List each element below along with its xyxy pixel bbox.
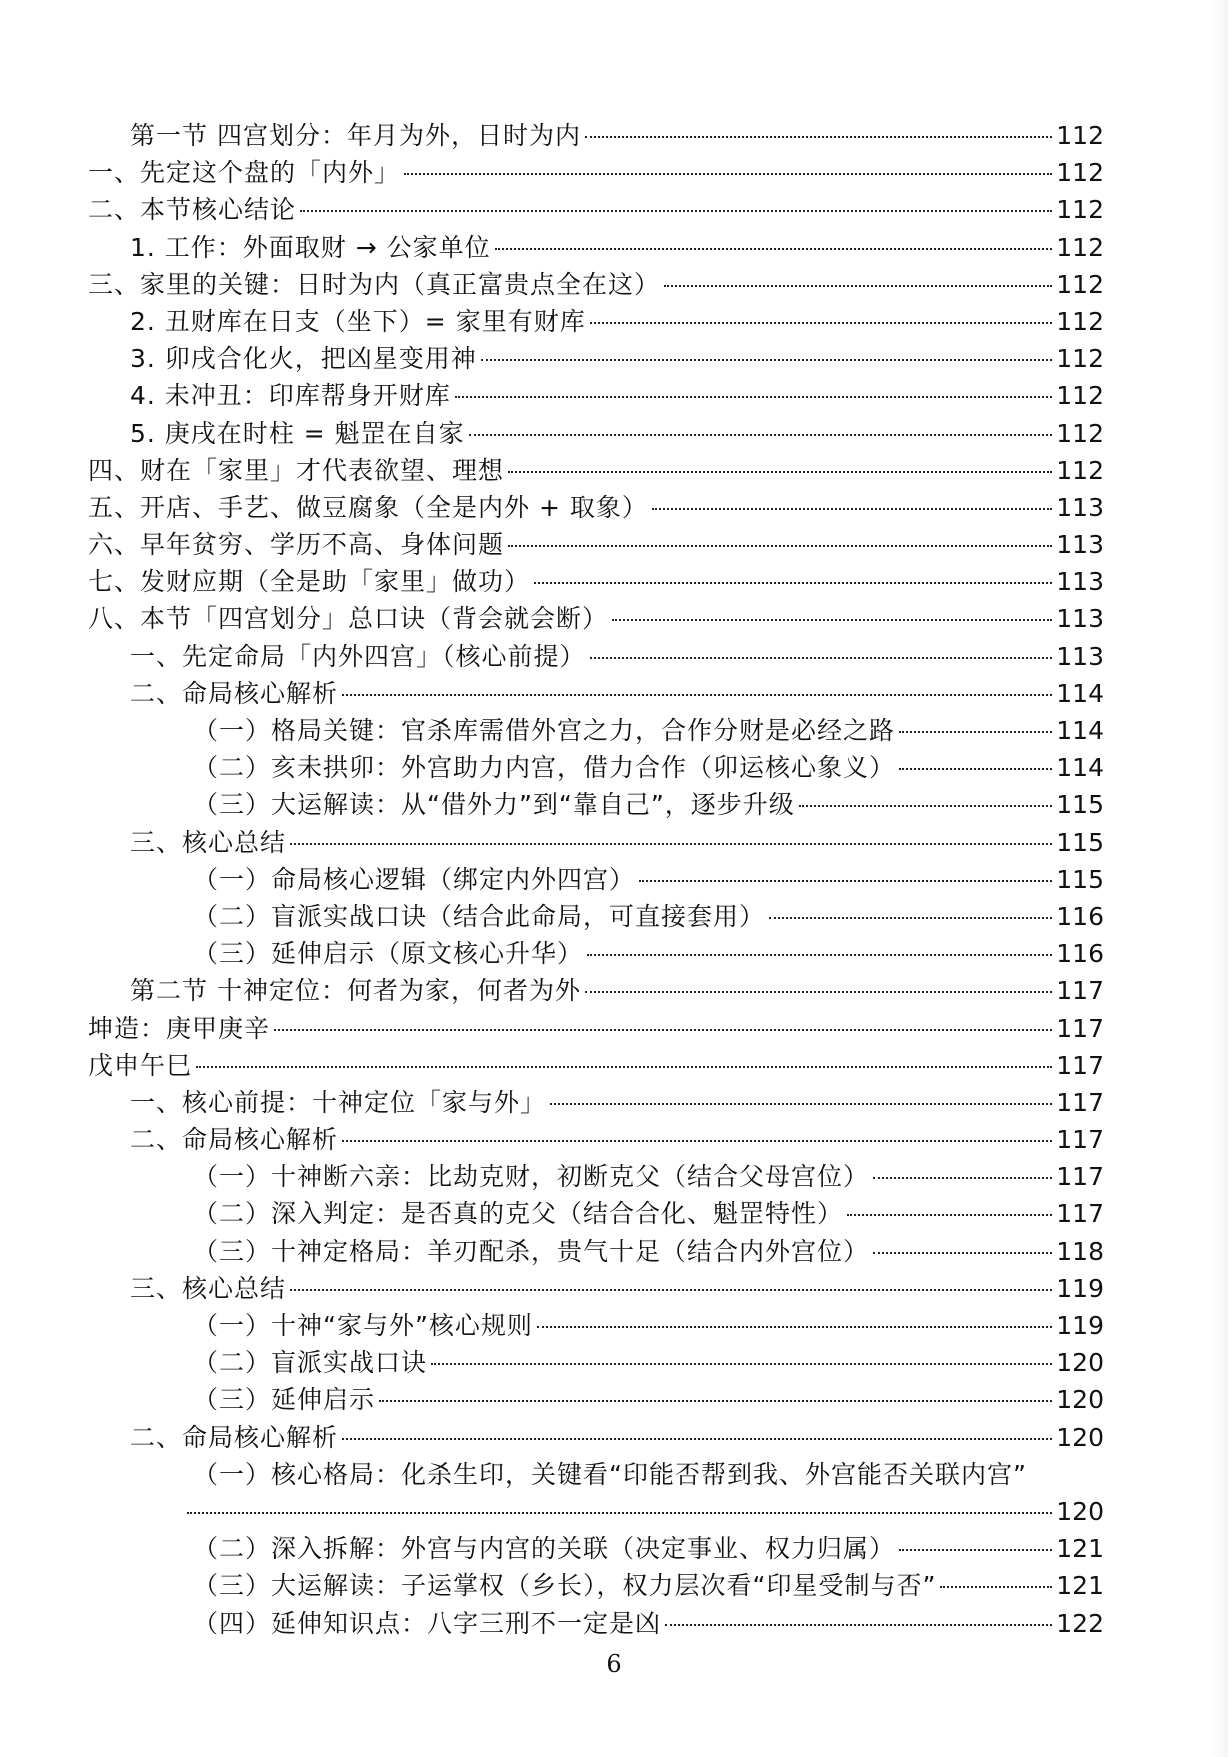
toc-entry-title: 二、本节核心结论 — [88, 195, 297, 225]
toc-dot-leader — [196, 1066, 1052, 1068]
toc-entry-title: 第一节 四宫划分：年月为外，日时为内 — [130, 121, 581, 150]
toc-entry-page: 112 — [1056, 232, 1104, 262]
toc-entry-page: 116 — [1056, 939, 1104, 969]
toc-dot-leader — [469, 434, 1053, 436]
toc-entry[interactable] — [88, 154, 1104, 191]
toc-dot-leader — [342, 1140, 1052, 1142]
toc-entry-page: 119 — [1056, 1311, 1104, 1340]
toc-entry-title: 1. 工作：外面取财 → 公家单位 — [130, 232, 491, 262]
toc-dot-leader — [899, 1549, 1052, 1551]
toc-entry-page: 120 — [1056, 1385, 1104, 1415]
toc-dot-leader — [187, 1512, 1052, 1514]
toc-dot-leader — [537, 1326, 1052, 1328]
toc-entry[interactable] — [88, 1270, 1104, 1307]
toc-dot-leader — [342, 694, 1052, 696]
toc-entry[interactable] — [88, 600, 1104, 637]
toc-entry-page: 120 — [1056, 1496, 1104, 1526]
toc-entry[interactable] — [88, 1419, 1104, 1456]
toc-entry[interactable] — [88, 1530, 1104, 1567]
toc-dot-leader — [612, 619, 1052, 621]
toc-entry-page: 120 — [1056, 1348, 1104, 1378]
toc-dot-leader — [455, 396, 1052, 398]
toc-entry-title: （二）深入拆解：外宫与内宫的关联（决定事业、权力归属） — [193, 1534, 896, 1564]
toc-dot-leader — [769, 917, 1052, 919]
toc-entry-page: 119 — [1056, 1273, 1104, 1303]
toc-dot-leader — [847, 1214, 1052, 1216]
toc-entry[interactable] — [88, 1121, 1104, 1158]
toc-dot-leader — [873, 1252, 1052, 1254]
toc-entry[interactable] — [88, 1084, 1104, 1121]
toc-entry-page: 112 — [1056, 121, 1104, 150]
toc-entry-page: 112 — [1056, 306, 1104, 336]
toc-entry[interactable] — [88, 489, 1104, 526]
toc-entry-title: （一）十神“家与外”核心规则 — [193, 1311, 533, 1340]
toc-entry-title: 二、命局核心解析 — [130, 1125, 339, 1155]
toc-entry-continuation — [88, 1493, 1104, 1530]
toc-dot-leader — [899, 731, 1052, 733]
toc-entry-title: （三）大运解读：从“借外力”到“靠自己”，逐步升级 — [193, 790, 795, 820]
toc-entry-page: 118 — [1056, 1236, 1104, 1266]
toc-entry[interactable] — [88, 377, 1104, 414]
toc-entry-title: 5. 庚戌在时柱 = 魁罡在自家 — [130, 418, 465, 448]
toc-dot-leader — [652, 508, 1052, 510]
toc-entry[interactable] — [88, 117, 1104, 154]
toc-dot-leader — [940, 1586, 1052, 1588]
toc-entry-title: （一）十神断六亲：比劫克财，初断克父（结合父母宫位） — [193, 1162, 870, 1192]
toc-entry-page: 113 — [1056, 567, 1104, 597]
toc-entry[interactable] — [88, 340, 1104, 377]
toc-dot-leader — [481, 359, 1052, 361]
toc-entry[interactable] — [88, 1233, 1104, 1270]
toc-entry-page: 112 — [1056, 269, 1104, 299]
toc-entry-page: 113 — [1056, 492, 1104, 522]
toc-entry[interactable] — [88, 935, 1104, 972]
toc-entry-title: 坤造：庚甲庚辛 — [88, 1013, 271, 1043]
toc-entry[interactable] — [88, 1047, 1104, 1084]
toc-entry-title: 第二节 十神定位：何者为家，何者为外 — [130, 976, 581, 1006]
toc-entry[interactable] — [88, 1195, 1104, 1232]
toc-entry-page: 112 — [1056, 344, 1104, 374]
toc-entry[interactable] — [88, 675, 1104, 712]
toc-entry-title: 3. 卯戌合化火，把凶星变用神 — [130, 344, 477, 374]
toc-entry-title: （二）盲派实战口诀 — [193, 1348, 428, 1378]
toc-entry[interactable] — [88, 452, 1104, 489]
toc-entry-title: （三）大运解读：子运掌权（乡长），权力层次看“印星受制与否” — [193, 1571, 937, 1601]
toc-entry-title: 六、早年贫穷、学历不高、身体问题 — [88, 530, 505, 560]
toc-entry-title: 八、本节「四宫划分」总口诀（背会就会断） — [88, 604, 609, 634]
toc-entry[interactable] — [88, 526, 1104, 563]
toc-entry-page: 117 — [1056, 1087, 1104, 1117]
toc-dot-leader — [534, 582, 1052, 584]
toc-entry[interactable] — [88, 563, 1104, 600]
toc-entry-page: 112 — [1056, 195, 1104, 225]
toc-entry[interactable] — [88, 1344, 1104, 1381]
toc-entry[interactable] — [88, 786, 1104, 823]
toc-entry[interactable] — [88, 415, 1104, 452]
toc-entry[interactable] — [88, 972, 1104, 1009]
toc-entry-page: 121 — [1056, 1571, 1104, 1601]
toc-entry-page: 114 — [1056, 716, 1104, 745]
page-number: 6 — [606, 1650, 622, 1678]
toc-entry[interactable] — [88, 712, 1104, 749]
toc-entry[interactable] — [88, 303, 1104, 340]
toc-dot-leader — [590, 322, 1053, 324]
toc-entry-title: 四、财在「家里」才代表欲望、理想 — [88, 455, 505, 485]
toc-dot-leader — [590, 657, 1053, 659]
toc-entry[interactable] — [88, 266, 1104, 303]
toc-entry-title: 2. 丑财库在日支（坐下）= 家里有财库 — [130, 306, 586, 336]
toc-dot-leader — [585, 991, 1052, 993]
toc-entry[interactable] — [88, 898, 1104, 935]
toc-entry[interactable] — [88, 824, 1104, 861]
toc-entry-page: 117 — [1056, 1199, 1104, 1229]
toc-entry[interactable] — [88, 749, 1104, 786]
toc-dot-leader — [508, 471, 1052, 473]
toc-dot-leader — [550, 1103, 1052, 1105]
toc-entry-title: （二）深入判定：是否真的克父（结合合化、魁罡特性） — [193, 1199, 844, 1229]
toc-dot-leader — [300, 210, 1052, 212]
toc-entry-title: （一）命局核心逻辑（绑定内外四宫） — [193, 864, 636, 894]
toc-entry-page: 116 — [1056, 901, 1104, 931]
toc-dot-leader — [585, 136, 1052, 138]
toc-entry-page: 117 — [1056, 1162, 1104, 1192]
toc-dot-leader — [639, 880, 1052, 882]
toc-entry-page: 122 — [1056, 1608, 1104, 1638]
toc-dot-leader — [664, 285, 1052, 287]
toc-entry-page: 121 — [1056, 1534, 1104, 1564]
toc-entry-title: （三）延伸启示（原文核心升华） — [193, 939, 584, 969]
toc-entry-page: 114 — [1056, 753, 1104, 783]
toc-entry-page: 117 — [1056, 976, 1104, 1006]
toc-entry-page: 112 — [1056, 158, 1104, 188]
toc-entry[interactable] — [88, 1307, 1104, 1344]
toc-entry[interactable] — [88, 191, 1104, 228]
toc-entry-title: 七、发财应期（全是助「家里」做功） — [88, 567, 531, 597]
toc-entry-title: 三、核心总结 — [130, 827, 287, 857]
toc-entry-title: 一、先定这个盘的「内外」 — [88, 158, 401, 188]
toc-entry[interactable] — [88, 1010, 1104, 1047]
toc-entry-page: 115 — [1056, 790, 1104, 820]
toc-dot-leader — [290, 843, 1052, 845]
toc-entry-page: 120 — [1056, 1422, 1104, 1452]
toc-entry[interactable] — [88, 1158, 1104, 1195]
toc-entry-page: 113 — [1056, 641, 1104, 671]
toc-entry-title: （四）延伸知识点：八字三刑不一定是凶 — [193, 1608, 662, 1638]
toc-dot-leader — [899, 768, 1052, 770]
toc-entry-title: 三、核心总结 — [130, 1273, 287, 1303]
toc-entry-page: 117 — [1056, 1013, 1104, 1043]
toc-entry-title: 4. 未冲丑：印库帮身开财库 — [130, 381, 451, 411]
toc-dot-leader — [342, 1438, 1052, 1440]
toc-entry-title: 二、命局核心解析 — [130, 1422, 339, 1452]
toc-dot-leader — [290, 1289, 1052, 1291]
toc-entry-page: 117 — [1056, 1125, 1104, 1155]
toc-dot-leader — [665, 1624, 1052, 1626]
toc-entry-page: 112 — [1056, 381, 1104, 411]
toc-entry-title: 三、家里的关键：日时为内（真正富贵点全在这） — [88, 269, 661, 299]
toc-entry-title: （一）核心格局：化杀生印，关键看“印能否帮到我、外宫能否关联内宫” — [193, 1459, 1027, 1489]
toc-entry-title: 一、先定命局「内外四宫」（核心前提） — [130, 641, 586, 671]
toc-dot-leader — [495, 248, 1053, 250]
toc-entry-page: 114 — [1056, 678, 1104, 708]
toc-dot-leader — [379, 1400, 1052, 1402]
toc-entry-page: 117 — [1056, 1050, 1104, 1080]
toc-entry-page: 112 — [1056, 455, 1104, 485]
toc-dot-leader — [508, 545, 1052, 547]
toc-dot-leader — [587, 954, 1052, 956]
toc-entry-page: 112 — [1056, 418, 1104, 448]
toc-entry-page: 113 — [1056, 604, 1104, 634]
toc-entry[interactable] — [88, 638, 1104, 675]
toc-entry[interactable] — [88, 1381, 1104, 1418]
toc-entry-title: 五、开店、手艺、做豆腐象（全是内外 + 取象） — [88, 492, 648, 522]
toc-entry[interactable] — [88, 229, 1104, 266]
toc-entry-title: （三）延伸启示 — [193, 1385, 376, 1415]
toc-entry-title: （二）盲派实战口诀（结合此命局，可直接套用） — [193, 901, 766, 931]
scan-edge-shadow — [1210, 0, 1228, 1757]
toc-entry[interactable] — [88, 1456, 1104, 1493]
toc-entry-title: （一）格局关键：官杀库需借外宫之力，合作分财是必经之路 — [193, 716, 896, 745]
toc-dot-leader — [274, 1029, 1052, 1031]
toc-dot-leader — [873, 1177, 1052, 1179]
toc-entry-title: （三）十神定格局：羊刃配杀，贵气十足（结合内外宫位） — [193, 1236, 870, 1266]
toc-entry-title: （二）亥未拱卯：外宫助力内宫，借力合作（卯运核心象义） — [193, 753, 896, 783]
table-of-contents — [88, 117, 1104, 1642]
toc-entry[interactable] — [88, 1605, 1104, 1642]
toc-entry-page: 113 — [1056, 530, 1104, 560]
toc-entry[interactable] — [88, 1567, 1104, 1604]
toc-entry-title: 戊申午巳 — [88, 1050, 193, 1080]
toc-entry[interactable] — [88, 861, 1104, 898]
toc-entry-page: 115 — [1056, 864, 1104, 894]
toc-dot-leader — [404, 173, 1052, 175]
toc-dot-leader — [799, 805, 1052, 807]
toc-entry-title: 二、命局核心解析 — [130, 678, 339, 708]
toc-entry-title: 一、核心前提：十神定位「家与外」 — [130, 1087, 547, 1117]
toc-dot-leader — [431, 1363, 1052, 1365]
toc-entry-page: 115 — [1056, 827, 1104, 857]
